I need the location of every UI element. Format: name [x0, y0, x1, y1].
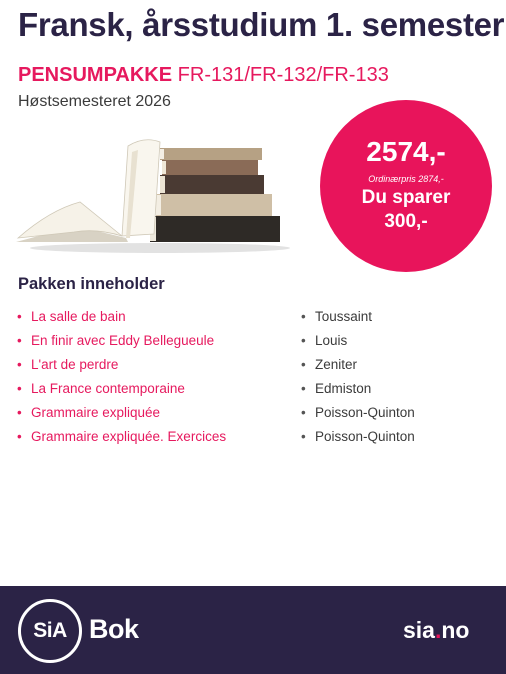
page-title: Fransk, årsstudium 1. semester: [18, 6, 505, 43]
book-author: • Edmiston: [301, 377, 415, 401]
site-tld: no: [441, 617, 470, 643]
package-label: PENSUMPAKKE: [18, 64, 173, 86]
site-dot: .: [434, 617, 442, 643]
book-stack-3: [160, 175, 264, 194]
book-title: • Grammaire expliquée: [17, 401, 226, 425]
package-line: [18, 64, 389, 87]
site-name: sia: [403, 617, 435, 643]
site-link[interactable]: [403, 617, 469, 644]
book-title: • La France contemporaine: [17, 377, 226, 401]
ordinary-price: Ordinærpris 2874,-: [368, 174, 444, 184]
book-title: • Grammaire expliquée. Exercices: [17, 425, 226, 449]
saving-text: [320, 186, 492, 234]
book-author-list: [301, 305, 415, 449]
book-author: • Louis: [301, 329, 415, 353]
book-stack-illustration: [10, 130, 290, 260]
book-stack-bottom: [150, 216, 280, 242]
sia-logo: SiA: [18, 599, 82, 663]
package-price: 2574,-: [366, 136, 446, 167]
book-stack-top: [160, 148, 262, 160]
contents-heading: Pakken inneholder: [18, 275, 165, 293]
book-title-list: [17, 305, 226, 449]
saving-label: Du sparer: [361, 187, 451, 208]
book-title: • L'art de perdre: [17, 353, 226, 377]
book-title: • La salle de bain: [17, 305, 226, 329]
book-stack-2: [162, 160, 258, 175]
book-author: • Poisson-Quinton: [301, 425, 415, 449]
book-author: • Zeniter: [301, 353, 415, 377]
book-title: • En finir avec Eddy Bellegueule: [17, 329, 226, 353]
saving-amount: 300,-: [384, 211, 428, 232]
course-codes: FR-131/FR-132/FR-133: [177, 64, 389, 86]
logo-bok-text: Bok: [89, 614, 139, 644]
footer-bar: [0, 586, 506, 674]
books-shadow: [30, 243, 290, 253]
semester-label: Høstsemesteret 2026: [18, 93, 171, 110]
book-author: • Toussaint: [301, 305, 415, 329]
book-author: • Poisson-Quinton: [301, 401, 415, 425]
price-badge: [320, 100, 492, 272]
book-stack-4: [156, 194, 272, 216]
